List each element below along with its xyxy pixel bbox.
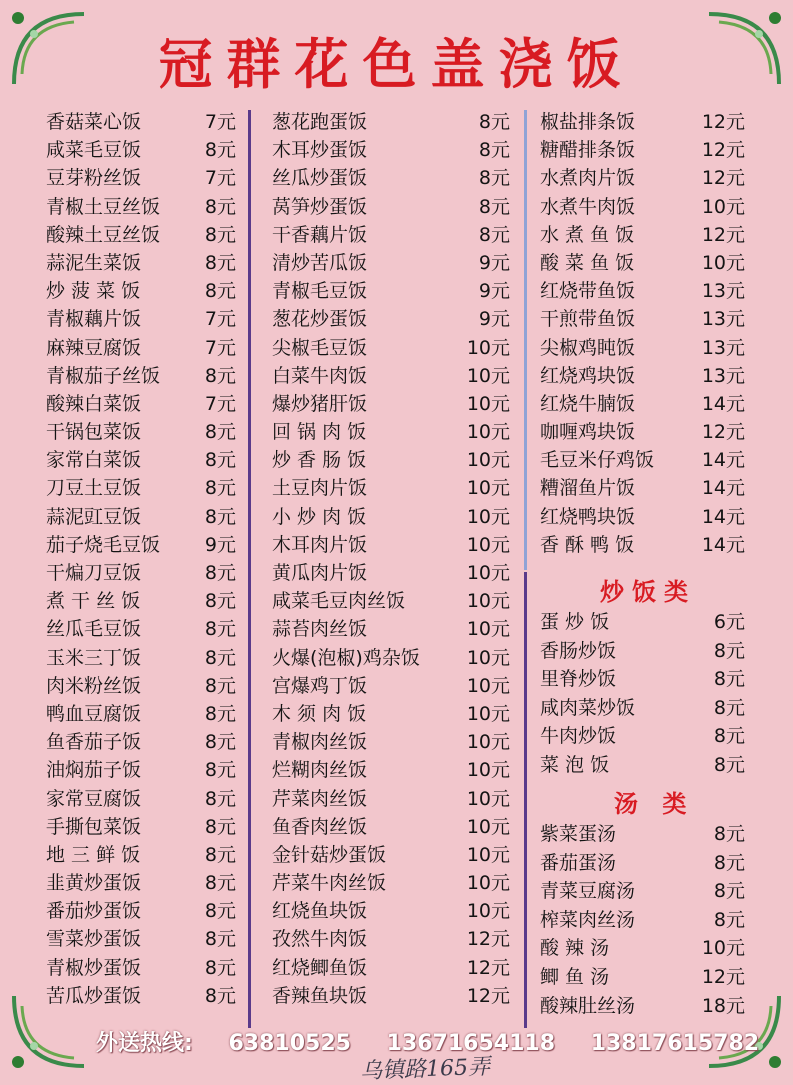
menu-item-name: 干锅包菜饭 (46, 421, 142, 444)
menu-item (540, 503, 745, 531)
menu-item-name: 蛋 炒 饭 (540, 611, 610, 633)
menu-item-name: 干煸刀豆饭 (46, 562, 142, 584)
menu-item-name: 苦瓜炒蛋饭 (46, 984, 142, 1007)
menu-item (46, 672, 236, 700)
menu-item (272, 531, 510, 559)
menu-item (272, 362, 510, 390)
menu-item (272, 897, 510, 925)
menu-item-price: 8元 (478, 167, 510, 190)
menu-item (540, 362, 745, 390)
hotline-label: 外送热线: (96, 1031, 193, 1056)
menu-item-name: 尖椒毛豆饭 (272, 336, 368, 359)
menu-item-name: 木耳肉片饭 (272, 533, 368, 556)
menu-item-price: 12元 (466, 984, 510, 1007)
menu-item (540, 474, 745, 502)
page-title: 冠群花色盖浇饭 (158, 32, 635, 96)
menu-item (272, 644, 510, 672)
menu-item-name: 回 锅 肉 饭 (272, 421, 367, 444)
menu-item-price: 8元 (204, 618, 236, 641)
menu-item-price: 10元 (466, 533, 510, 556)
menu-item (272, 982, 510, 1010)
menu-item-price: 8元 (204, 646, 236, 669)
menu-item-name: 榨菜肉丝汤 (540, 908, 636, 931)
menu-item-price: 10元 (466, 872, 510, 895)
phone-number: 13671654118 (386, 1031, 556, 1056)
menu-item-price: 7元 (204, 167, 236, 190)
menu-item-name: 白菜牛肉饭 (272, 364, 368, 387)
menu-item-name: 红烧鸡块饭 (540, 364, 636, 387)
menu-item (272, 954, 510, 982)
menu-item (540, 277, 745, 305)
menu-item-price: 10元 (466, 477, 510, 500)
menu-item-price: 8元 (204, 449, 236, 472)
menu-item (46, 756, 236, 784)
menu-item-name: 煮 干 丝 饭 (46, 590, 141, 613)
menu-item-price: 8元 (204, 195, 236, 218)
menu-item-price: 9元 (478, 308, 510, 331)
menu-item (46, 136, 236, 164)
menu-item (46, 221, 236, 249)
menu-item (540, 694, 745, 723)
menu-item (272, 672, 510, 700)
menu-item-price: 8元 (478, 111, 510, 133)
menu-item (272, 305, 510, 333)
menu-item (540, 164, 745, 192)
menu-item-name: 炒 菠 菜 饭 (46, 280, 141, 303)
menu-item-price: 10元 (466, 759, 510, 782)
menu-item-name: 雪菜炒蛋饭 (46, 928, 142, 951)
menu-item-price: 6元 (713, 611, 745, 633)
menu-item (540, 390, 745, 418)
menu-item-name: 鱼香肉丝饭 (272, 815, 368, 838)
menu-item-name: 牛肉炒饭 (540, 725, 617, 748)
menu-item-name: 香 酥 鸭 饭 (540, 533, 635, 556)
menu-item (540, 877, 745, 906)
menu-item-price: 10元 (466, 505, 510, 528)
menu-item (540, 637, 745, 666)
menu-item-price: 8元 (204, 477, 236, 500)
menu-item-name: 蒜苔肉丝饭 (272, 618, 368, 641)
menu-item-name: 茄子烧毛豆饭 (46, 533, 161, 556)
menu-item-name: 鱼香茄子饭 (46, 731, 142, 754)
menu-item-name: 水煮肉片饭 (540, 167, 636, 190)
menu-item (540, 820, 745, 849)
menu-item-price: 10元 (466, 843, 510, 866)
menu-item-price: 12元 (466, 928, 510, 951)
menu-item (46, 193, 236, 221)
menu-item-name: 菜 泡 饭 (540, 753, 610, 776)
menu-item-price: 13元 (701, 280, 745, 303)
menu-item (46, 334, 236, 362)
menu-item-price: 18元 (701, 994, 745, 1017)
menu-item-name: 酸 辣 汤 (540, 937, 610, 960)
menu-item-name: 青椒茄子丝饭 (46, 364, 161, 387)
menu-item (272, 503, 510, 531)
menu-item-price: 10元 (466, 618, 510, 641)
menu-item-price: 14元 (701, 477, 745, 500)
menu-item-name: 水 煮 鱼 饭 (540, 223, 635, 246)
menu-item-name: 宫爆鸡丁饭 (272, 674, 368, 697)
menu-item-price: 8元 (204, 139, 236, 162)
menu-item-price: 8元 (204, 731, 236, 754)
menu-item (46, 644, 236, 672)
menu-item-name: 烂糊肉丝饭 (272, 759, 368, 782)
menu-item (272, 728, 510, 756)
menu-item (46, 841, 236, 869)
menu-item-name: 红烧带鱼饭 (540, 280, 636, 303)
menu-item-price: 8元 (204, 280, 236, 303)
menu-item-name: 里脊炒饭 (540, 668, 617, 691)
soup-heading: 汤 类 (614, 789, 695, 818)
menu-item-name: 蒜泥豇豆饭 (46, 505, 142, 528)
menu-item (46, 587, 236, 615)
menu-item-name: 清炒苦瓜饭 (272, 251, 368, 274)
menu-item-name: 咸菜毛豆肉丝饭 (272, 590, 406, 613)
menu-item-price: 13元 (701, 364, 745, 387)
menu-item-name: 家常豆腐饭 (46, 787, 142, 810)
menu-item-name: 黄瓜肉片饭 (272, 562, 368, 584)
menu-item (540, 446, 745, 474)
menu-item-name: 土豆肉片饭 (272, 477, 368, 500)
menu-item-name: 青椒肉丝饭 (272, 731, 368, 754)
menu-item-price: 10元 (466, 731, 510, 754)
menu-item (540, 992, 745, 1021)
menu-item-price: 10元 (466, 562, 510, 584)
menu-item-price: 7元 (204, 308, 236, 331)
menu-item-price: 9元 (204, 533, 236, 556)
menu-item (46, 700, 236, 728)
menu-item-price: 8元 (204, 815, 236, 838)
menu-item-name: 香肠炒饭 (540, 639, 617, 662)
menu-item (272, 615, 510, 643)
menu-item-name: 小 炒 肉 饭 (272, 505, 367, 528)
menu-item-name: 木耳炒蛋饭 (272, 139, 368, 162)
menu-item-name: 芹菜牛肉丝饭 (272, 872, 387, 895)
menu-item-price: 8元 (204, 759, 236, 782)
menu-item-price: 8元 (713, 753, 745, 776)
menu-item-price: 10元 (466, 900, 510, 923)
menu-item-price: 10元 (466, 787, 510, 810)
menu-item (540, 221, 745, 249)
menu-item-price: 10元 (466, 590, 510, 613)
menu-item (272, 587, 510, 615)
menu-item-price: 13元 (701, 308, 745, 331)
menu-item-name: 火爆(泡椒)鸡杂饭 (272, 646, 420, 669)
fried-rice-heading: 炒饭类 (600, 577, 696, 606)
menu-item-price: 13元 (701, 336, 745, 359)
menu-item-name: 油焖茄子饭 (46, 759, 142, 782)
menu-item-price: 14元 (701, 449, 745, 472)
menu-item (272, 841, 510, 869)
menu-item-price: 8元 (713, 908, 745, 931)
menu-item-price: 8元 (204, 843, 236, 866)
fried-rice-list (540, 608, 745, 780)
menu-item-name: 酸辣肚丝汤 (540, 994, 636, 1017)
menu-item-name: 家常白菜饭 (46, 449, 142, 472)
menu-item (46, 982, 236, 1010)
menu-item-name: 莴笋炒蛋饭 (272, 195, 368, 218)
menu-item-price: 8元 (713, 725, 745, 748)
menu-item (540, 849, 745, 878)
menu-item (272, 164, 510, 192)
menu-item (46, 362, 236, 390)
menu-item-name: 红烧牛腩饭 (540, 392, 636, 415)
menu-item (46, 728, 236, 756)
menu-item-name: 豆芽粉丝饭 (46, 167, 142, 190)
menu-item (46, 108, 236, 136)
menu-item (46, 813, 236, 841)
menu-item (272, 869, 510, 897)
menu-item-price: 8元 (478, 195, 510, 218)
menu-item-name: 番茄蛋汤 (540, 851, 617, 874)
menu-item-name: 咖喱鸡块饭 (540, 421, 636, 444)
menu-item-price: 14元 (701, 392, 745, 415)
menu-item (46, 869, 236, 897)
menu-item-price: 8元 (204, 787, 236, 810)
menu-item (272, 446, 510, 474)
menu-item-name: 红烧鲫鱼饭 (272, 956, 368, 979)
menu-item-price: 8元 (713, 668, 745, 691)
menu-item-name: 干煎带鱼饭 (540, 308, 636, 331)
menu-item-price: 10元 (466, 392, 510, 415)
handwritten-address: 乌镇路165弄 (359, 1054, 491, 1085)
menu-item-name: 丝瓜毛豆饭 (46, 618, 142, 641)
menu-item (540, 751, 745, 780)
menu-item-name: 鲫 鱼 汤 (540, 965, 610, 988)
menu-item (540, 608, 745, 637)
menu-item-price: 12元 (701, 421, 745, 444)
menu-item-name: 糖醋排条饭 (540, 139, 636, 162)
menu-item-name: 蒜泥生菜饭 (46, 251, 142, 274)
menu-item-name: 玉米三丁饭 (46, 646, 142, 669)
menu-item-name: 刀豆土豆饭 (46, 477, 142, 500)
menu-item (272, 277, 510, 305)
menu-item-price: 10元 (466, 364, 510, 387)
menu-item (46, 615, 236, 643)
menu-item (540, 249, 745, 277)
menu-item-name: 炒 香 肠 饭 (272, 449, 367, 472)
menu-item (540, 906, 745, 935)
menu-item-name: 干香藕片饭 (272, 223, 368, 246)
menu-item (540, 136, 745, 164)
menu-item-price: 10元 (701, 251, 745, 274)
menu-item-price: 8元 (204, 590, 236, 613)
menu-item-name: 韭黄炒蛋饭 (46, 872, 142, 895)
menu-item-name: 孜然牛肉饭 (272, 928, 368, 951)
menu-item (46, 897, 236, 925)
menu-item-name: 丝瓜炒蛋饭 (272, 167, 368, 190)
menu-item-price: 7元 (204, 336, 236, 359)
menu-item-name: 青椒土豆丝饭 (46, 195, 161, 218)
menu-item-price: 8元 (204, 505, 236, 528)
menu-item (272, 785, 510, 813)
menu-item-name: 葱花炒蛋饭 (272, 308, 368, 331)
menu-item-price: 8元 (713, 639, 745, 662)
menu-item (272, 390, 510, 418)
menu-item-name: 糟溜鱼片饭 (540, 477, 636, 500)
menu-item (46, 785, 236, 813)
menu-item (272, 136, 510, 164)
menu-item-name: 金针菇炒蛋饭 (272, 843, 387, 866)
menu-item-price: 12元 (701, 223, 745, 246)
menu-item-price: 8元 (204, 562, 236, 584)
menu-item-name: 肉米粉丝饭 (46, 674, 142, 697)
menu-item (272, 108, 510, 136)
menu-item (46, 559, 236, 587)
phone-number: 63810525 (228, 1031, 351, 1056)
menu-item (272, 756, 510, 784)
menu-item-price: 12元 (701, 965, 745, 988)
menu-item-name: 香菇菜心饭 (46, 111, 142, 133)
menu-item (272, 474, 510, 502)
menu-item-price: 10元 (701, 195, 745, 218)
menu-item-price: 8元 (204, 421, 236, 444)
menu-item-price: 8元 (204, 928, 236, 951)
menu-item-price: 10元 (466, 646, 510, 669)
menu-item-price: 7元 (204, 111, 236, 133)
menu-item (272, 559, 510, 587)
column-divider (524, 572, 527, 1028)
menu-item (540, 665, 745, 694)
menu-item (272, 813, 510, 841)
menu-column-1 (46, 108, 236, 1010)
menu-item (272, 334, 510, 362)
menu-item (272, 221, 510, 249)
menu-item-price: 10元 (466, 702, 510, 725)
menu-item-price: 8元 (713, 880, 745, 903)
menu-item (46, 390, 236, 418)
menu-item (46, 277, 236, 305)
menu-item-name: 酸 菜 鱼 饭 (540, 251, 635, 274)
menu-item (46, 954, 236, 982)
menu-item (272, 418, 510, 446)
menu-item-name: 水煮牛肉饭 (540, 195, 636, 218)
menu-item (540, 722, 745, 751)
menu-item-price: 10元 (466, 815, 510, 838)
menu-item (540, 418, 745, 446)
menu-item (46, 925, 236, 953)
menu-item-price: 8元 (204, 251, 236, 274)
menu-item (540, 305, 745, 333)
menu-item-price: 12元 (466, 956, 510, 979)
menu-item-price: 8元 (204, 702, 236, 725)
menu-item-price: 8元 (478, 223, 510, 246)
menu-item-name: 木 须 肉 饭 (272, 702, 367, 725)
menu-item (46, 446, 236, 474)
menu-item-name: 麻辣豆腐饭 (46, 336, 142, 359)
menu-item-name: 地 三 鲜 饭 (46, 843, 141, 866)
menu-item (46, 249, 236, 277)
menu-item-name: 毛豆米仔鸡饭 (540, 449, 655, 472)
menu-item (540, 334, 745, 362)
column-divider (524, 110, 527, 570)
menu-item-name: 手撕包菜饭 (46, 815, 142, 838)
menu-item-name: 番茄炒蛋饭 (46, 900, 142, 923)
menu-item-price: 8元 (204, 956, 236, 979)
menu-item-price: 14元 (701, 505, 745, 528)
menu-item (272, 925, 510, 953)
menu-item-name: 椒盐排条饭 (540, 111, 636, 133)
menu-item-name: 红烧鸭块饭 (540, 505, 636, 528)
menu-item-price: 12元 (701, 111, 745, 133)
menu-item (272, 193, 510, 221)
menu-item-price: 8元 (713, 696, 745, 719)
menu-item-name: 青椒炒蛋饭 (46, 956, 142, 979)
phone-number: 13817615782 (590, 1031, 760, 1056)
menu-item-price: 10元 (466, 449, 510, 472)
menu-item-name: 爆炒猪肝饭 (272, 392, 368, 415)
menu-item-name: 尖椒鸡盹饭 (540, 336, 636, 359)
menu-item (46, 474, 236, 502)
menu-item-name: 青椒毛豆饭 (272, 280, 368, 303)
menu-item-price: 8元 (713, 823, 745, 845)
menu-item-name: 酸辣白菜饭 (46, 392, 142, 415)
menu-item-name: 紫菜蛋汤 (540, 823, 617, 845)
column-divider (248, 110, 251, 1028)
menu-item (46, 418, 236, 446)
menu-item-name: 红烧鱼块饭 (272, 900, 368, 923)
menu-item-name: 香辣鱼块饭 (272, 984, 368, 1007)
menu-item (272, 249, 510, 277)
menu-item-name: 咸菜毛豆饭 (46, 139, 142, 162)
menu-item-price: 8元 (204, 984, 236, 1007)
menu-item (540, 531, 745, 559)
menu-item-price: 8元 (204, 223, 236, 246)
menu-item-name: 酸辣土豆丝饭 (46, 223, 161, 246)
menu-item-price: 12元 (701, 139, 745, 162)
menu-item (46, 305, 236, 333)
menu-item-name: 鸭血豆腐饭 (46, 702, 142, 725)
menu-item (540, 193, 745, 221)
menu-item-price: 8元 (204, 872, 236, 895)
menu-item-name: 青菜豆腐汤 (540, 880, 636, 903)
menu-item-price: 10元 (701, 937, 745, 960)
menu-item-name: 葱花跑蛋饭 (272, 111, 368, 133)
menu-item (540, 934, 745, 963)
menu-column-2 (272, 108, 510, 1010)
menu-item-name: 咸肉菜炒饭 (540, 696, 636, 719)
menu-item-price: 14元 (701, 533, 745, 556)
menu-item (540, 108, 745, 136)
menu-item (46, 503, 236, 531)
menu-item (540, 963, 745, 992)
menu-item-price: 12元 (701, 167, 745, 190)
menu-item-price: 9元 (478, 251, 510, 274)
menu-item-price: 10元 (466, 674, 510, 697)
menu-item-name: 芹菜肉丝饭 (272, 787, 368, 810)
menu-item-name: 青椒藕片饭 (46, 308, 142, 331)
soup-list (540, 820, 745, 1020)
menu-item-price: 10元 (466, 336, 510, 359)
menu-column-3 (540, 108, 745, 559)
menu-item-price: 8元 (204, 900, 236, 923)
menu-item-price: 10元 (466, 421, 510, 444)
menu-item-price: 8元 (204, 674, 236, 697)
menu-item (272, 700, 510, 728)
menu-item (46, 531, 236, 559)
menu-item-price: 7元 (204, 392, 236, 415)
menu-item-price: 8元 (478, 139, 510, 162)
menu-item-price: 8元 (204, 364, 236, 387)
menu-item-price: 9元 (478, 280, 510, 303)
menu-item-price: 8元 (713, 851, 745, 874)
menu-item (46, 164, 236, 192)
